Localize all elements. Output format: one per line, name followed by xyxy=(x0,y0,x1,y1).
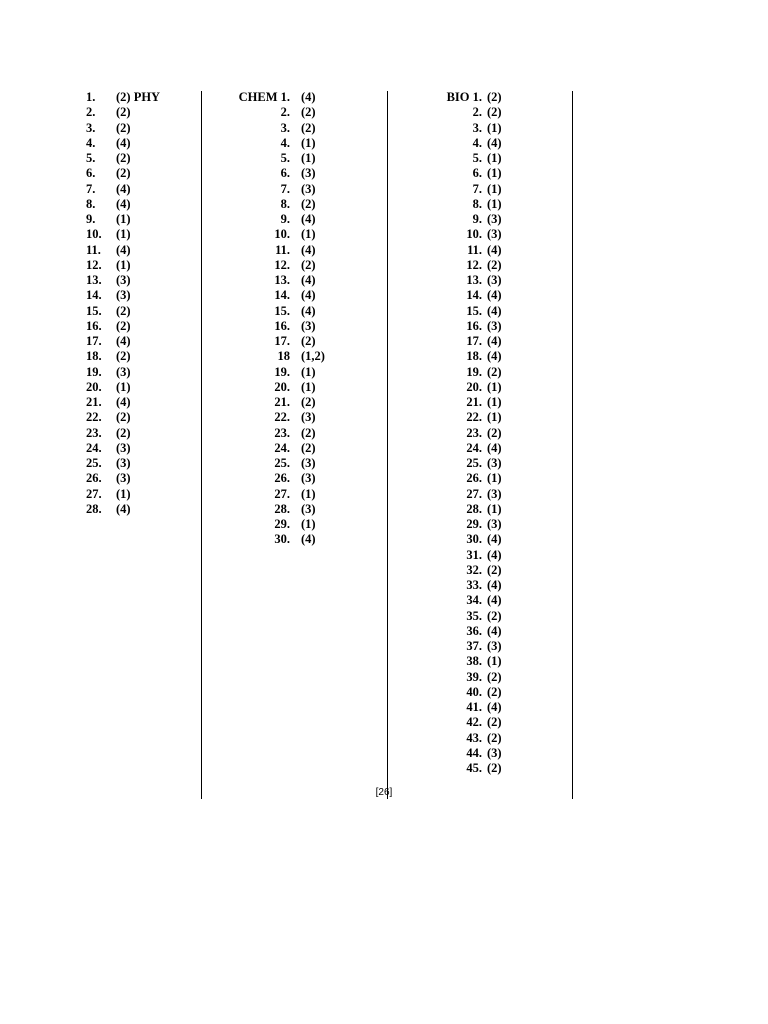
answer-option: (4) xyxy=(487,242,502,257)
question-number: 20. xyxy=(466,379,482,394)
question-number: 6. xyxy=(86,166,96,181)
answer-option: (1) xyxy=(116,379,131,394)
answer-option: (1) xyxy=(301,364,316,379)
question-number: 23. xyxy=(466,425,482,440)
column-divider xyxy=(201,91,202,799)
answer-option: (1) xyxy=(487,181,502,196)
answer-option: (3) xyxy=(116,288,131,303)
answer-option: (3) xyxy=(487,517,502,531)
question-number: 26. xyxy=(274,471,290,486)
question-number: 21. xyxy=(86,395,102,409)
answer-option: (3) xyxy=(487,456,502,470)
question-number: 3. xyxy=(472,120,482,135)
question-number: 39. xyxy=(466,669,482,684)
answer-option: (2) xyxy=(301,395,316,409)
question-number: 28. xyxy=(86,501,102,516)
question-number: 40. xyxy=(466,684,482,699)
answer-option: (1) xyxy=(487,379,502,394)
answer-option: (4) xyxy=(301,90,316,104)
answer-option: (3) xyxy=(487,212,502,226)
answer-option: (1) xyxy=(116,486,131,501)
answer-option: (1,2) xyxy=(301,349,325,364)
answer-option: (4) xyxy=(301,288,316,303)
question-number: 3. xyxy=(86,120,96,135)
question-number: 16. xyxy=(466,318,482,333)
question-number: 42. xyxy=(466,715,482,730)
answer-option: (4) xyxy=(487,288,502,303)
question-number: 16. xyxy=(86,318,102,333)
answer-option: (3) xyxy=(301,456,316,470)
answer-option: (2) xyxy=(487,715,502,730)
question-number: 13. xyxy=(274,273,290,287)
question-number: 16. xyxy=(274,318,290,333)
answer-option: (1) xyxy=(487,151,502,165)
question-number: 25. xyxy=(86,456,102,470)
question-number: 37. xyxy=(466,639,482,653)
question-number: 22. xyxy=(466,410,482,425)
question-number: 17. xyxy=(274,334,290,348)
question-number: 17. xyxy=(86,334,102,348)
question-number: 9. xyxy=(472,212,482,226)
answer-option: (2) xyxy=(116,303,131,318)
answer-option: (4) xyxy=(487,593,502,608)
answer-option: (4) xyxy=(116,135,131,150)
answer-option: (1) xyxy=(487,410,502,425)
answer-option: (4) xyxy=(116,196,131,211)
question-number: 11. xyxy=(467,242,482,257)
question-number: 30. xyxy=(466,532,482,547)
question-number: 20. xyxy=(274,379,290,394)
question-number: 29. xyxy=(274,517,290,531)
question-number: 8. xyxy=(86,196,96,211)
answer-option: (1) xyxy=(301,227,316,242)
answer-option: (3) xyxy=(487,318,502,333)
answer-option: (3) xyxy=(301,318,316,333)
answer-option: (2) xyxy=(116,349,131,364)
question-number: CHEM 1. xyxy=(238,90,290,104)
answer-option: (2) xyxy=(487,761,502,775)
question-number: 9. xyxy=(86,212,96,226)
answer-option: (1) xyxy=(487,654,502,669)
question-number: 29. xyxy=(466,517,482,531)
question-number: 18. xyxy=(466,349,482,364)
question-number: 22. xyxy=(86,410,102,425)
answer-option: (3) xyxy=(487,639,502,653)
question-number: 27. xyxy=(86,486,102,501)
answer-option: (1) xyxy=(487,196,502,211)
answer-option: (2) xyxy=(487,684,502,699)
question-number: 7. xyxy=(86,181,96,196)
question-number: 24. xyxy=(466,440,482,455)
question-number: 18 xyxy=(277,349,290,364)
question-number: 10. xyxy=(466,227,482,242)
answer-option: (2) xyxy=(487,562,502,577)
answer-option: (4) xyxy=(487,135,502,150)
answer-option: (2) xyxy=(487,669,502,684)
answer-option: (2) xyxy=(487,730,502,745)
answer-option: (3) xyxy=(116,456,131,470)
question-number: 7. xyxy=(280,181,290,196)
answer-option: (1) xyxy=(116,212,131,226)
question-number: 9. xyxy=(280,212,290,226)
answer-option: (1) xyxy=(301,151,316,165)
question-number: 36. xyxy=(466,623,482,638)
question-number: 38. xyxy=(466,654,482,669)
question-number: 10. xyxy=(274,227,290,242)
question-number: 5. xyxy=(86,151,96,165)
answer-option: (3) xyxy=(116,471,131,486)
answer-option: (1) xyxy=(116,227,131,242)
answer-option: (1) xyxy=(487,120,502,135)
answer-option: (1) xyxy=(301,517,316,531)
answer-option: (2) xyxy=(116,151,131,165)
answer-option: (1) xyxy=(301,486,316,501)
answer-option: (4) xyxy=(487,623,502,638)
question-number: 45. xyxy=(466,761,482,775)
page-number: [26] xyxy=(375,787,393,798)
answer-option: (4) xyxy=(487,440,502,455)
answer-option: (4) xyxy=(301,532,316,547)
question-number: 6. xyxy=(472,166,482,181)
question-number: 21. xyxy=(466,395,482,409)
question-number: 19. xyxy=(274,364,290,379)
question-number: 15. xyxy=(466,303,482,318)
question-number: 4. xyxy=(280,135,290,150)
question-number: 25. xyxy=(466,456,482,470)
question-number: 14. xyxy=(466,288,482,303)
column-divider xyxy=(387,91,388,799)
question-number: 23. xyxy=(274,425,290,440)
question-number: 4. xyxy=(86,135,96,150)
question-number: 44. xyxy=(466,745,482,760)
answer-option: (4) xyxy=(487,578,502,592)
answer-option: (4) xyxy=(301,212,316,226)
question-number: 31. xyxy=(466,547,482,562)
question-number: 10. xyxy=(86,227,102,242)
question-number: 12. xyxy=(86,257,102,272)
question-number: 6. xyxy=(280,166,290,181)
answer-option: (1) xyxy=(301,135,316,150)
answer-option: (4) xyxy=(487,547,502,562)
answer-option: (3) xyxy=(301,181,316,196)
question-number: 20. xyxy=(86,379,102,394)
answer-option: (2) xyxy=(301,257,316,272)
answer-option: (2) xyxy=(116,425,131,440)
answer-option: (3) xyxy=(301,471,316,486)
answer-option: (4) xyxy=(116,501,131,516)
answer-option: (4) xyxy=(301,242,316,257)
answer-option: (3) xyxy=(301,166,316,181)
question-number: 30. xyxy=(274,532,290,547)
answer-option: (4) xyxy=(301,303,316,318)
question-number: 43. xyxy=(466,730,482,745)
answer-option: (4) xyxy=(116,242,131,257)
question-number: 12. xyxy=(274,257,290,272)
question-number: 17. xyxy=(466,334,482,348)
answer-option: (2) xyxy=(116,410,131,425)
answer-option: (4) xyxy=(116,395,131,409)
answer-option: (2) xyxy=(487,90,502,104)
question-number: 32. xyxy=(466,562,482,577)
question-number: 2. xyxy=(472,105,482,120)
question-number: 15. xyxy=(274,303,290,318)
answer-option: (4) xyxy=(487,334,502,348)
answer-option: (2) xyxy=(116,105,131,120)
answer-option: (1) xyxy=(116,257,131,272)
answer-option: (2) PHY xyxy=(116,90,161,104)
question-number: 25. xyxy=(274,456,290,470)
answer-option: (2) xyxy=(301,120,316,135)
answer-option: (1) xyxy=(487,166,502,181)
question-number: 26. xyxy=(466,471,482,486)
answer-option: (3) xyxy=(301,501,316,516)
question-number: 2. xyxy=(86,105,96,120)
question-number: 13. xyxy=(86,273,102,287)
question-number: 28. xyxy=(466,501,482,516)
answer-option: (2) xyxy=(487,105,502,120)
question-number: 8. xyxy=(472,196,482,211)
question-number: 4. xyxy=(472,135,482,150)
answer-option: (2) xyxy=(301,105,316,120)
question-number: 14. xyxy=(86,288,102,303)
answer-option: (3) xyxy=(301,410,316,425)
question-number: 8. xyxy=(280,196,290,211)
question-number: 12. xyxy=(466,257,482,272)
answer-option: (1) xyxy=(301,379,316,394)
question-number: 33. xyxy=(466,578,482,592)
answer-option: (3) xyxy=(487,486,502,501)
answer-option: (1) xyxy=(487,471,502,486)
answer-option: (4) xyxy=(487,303,502,318)
question-number: 19. xyxy=(86,364,102,379)
question-number: 27. xyxy=(466,486,482,501)
question-number: 5. xyxy=(472,151,482,165)
answer-option: (3) xyxy=(487,227,502,242)
answer-option: (2) xyxy=(116,120,131,135)
question-number: 11. xyxy=(275,242,290,257)
answer-option: (4) xyxy=(487,532,502,547)
question-number: 21. xyxy=(274,395,290,409)
answer-option: (3) xyxy=(116,273,131,287)
question-number: 5. xyxy=(280,151,290,165)
question-number: 1. xyxy=(86,90,96,104)
question-number: 19. xyxy=(466,364,482,379)
answer-option: (2) xyxy=(116,318,131,333)
answer-option: (2) xyxy=(487,608,502,623)
question-number: 35. xyxy=(466,608,482,623)
question-number: 24. xyxy=(86,440,102,455)
question-number: 41. xyxy=(466,700,482,714)
question-number: BIO 1. xyxy=(446,90,482,104)
answer-option: (2) xyxy=(301,425,316,440)
answer-option: (2) xyxy=(487,257,502,272)
question-number: 2. xyxy=(280,105,290,120)
question-number: 3. xyxy=(280,120,290,135)
question-number: 22. xyxy=(274,410,290,425)
question-number: 15. xyxy=(86,303,102,318)
question-number: 14. xyxy=(274,288,290,303)
question-number: 28. xyxy=(274,501,290,516)
question-number: 11. xyxy=(86,242,101,257)
answer-option: (3) xyxy=(116,440,131,455)
question-number: 26. xyxy=(86,471,102,486)
answer-option: (2) xyxy=(301,196,316,211)
answer-option: (1) xyxy=(487,501,502,516)
answer-option: (1) xyxy=(487,395,502,409)
answer-option: (4) xyxy=(116,181,131,196)
answer-option: (4) xyxy=(487,349,502,364)
question-number: 27. xyxy=(274,486,290,501)
answer-option: (2) xyxy=(301,334,316,348)
answer-option: (2) xyxy=(487,425,502,440)
question-number: 34. xyxy=(466,593,482,608)
answer-option: (4) xyxy=(487,700,502,714)
answer-option: (3) xyxy=(116,364,131,379)
answer-option: (2) xyxy=(116,166,131,181)
answer-option: (4) xyxy=(301,273,316,287)
question-number: 23. xyxy=(86,425,102,440)
answer-option: (2) xyxy=(301,440,316,455)
question-number: 7. xyxy=(472,181,482,196)
answer-option: (3) xyxy=(487,745,502,760)
question-number: 24. xyxy=(274,440,290,455)
answer-option: (2) xyxy=(487,364,502,379)
answer-option: (3) xyxy=(487,273,502,287)
answer-option: (4) xyxy=(116,334,131,348)
question-number: 18. xyxy=(86,349,102,364)
question-number: 13. xyxy=(466,273,482,287)
column-divider xyxy=(572,91,573,799)
